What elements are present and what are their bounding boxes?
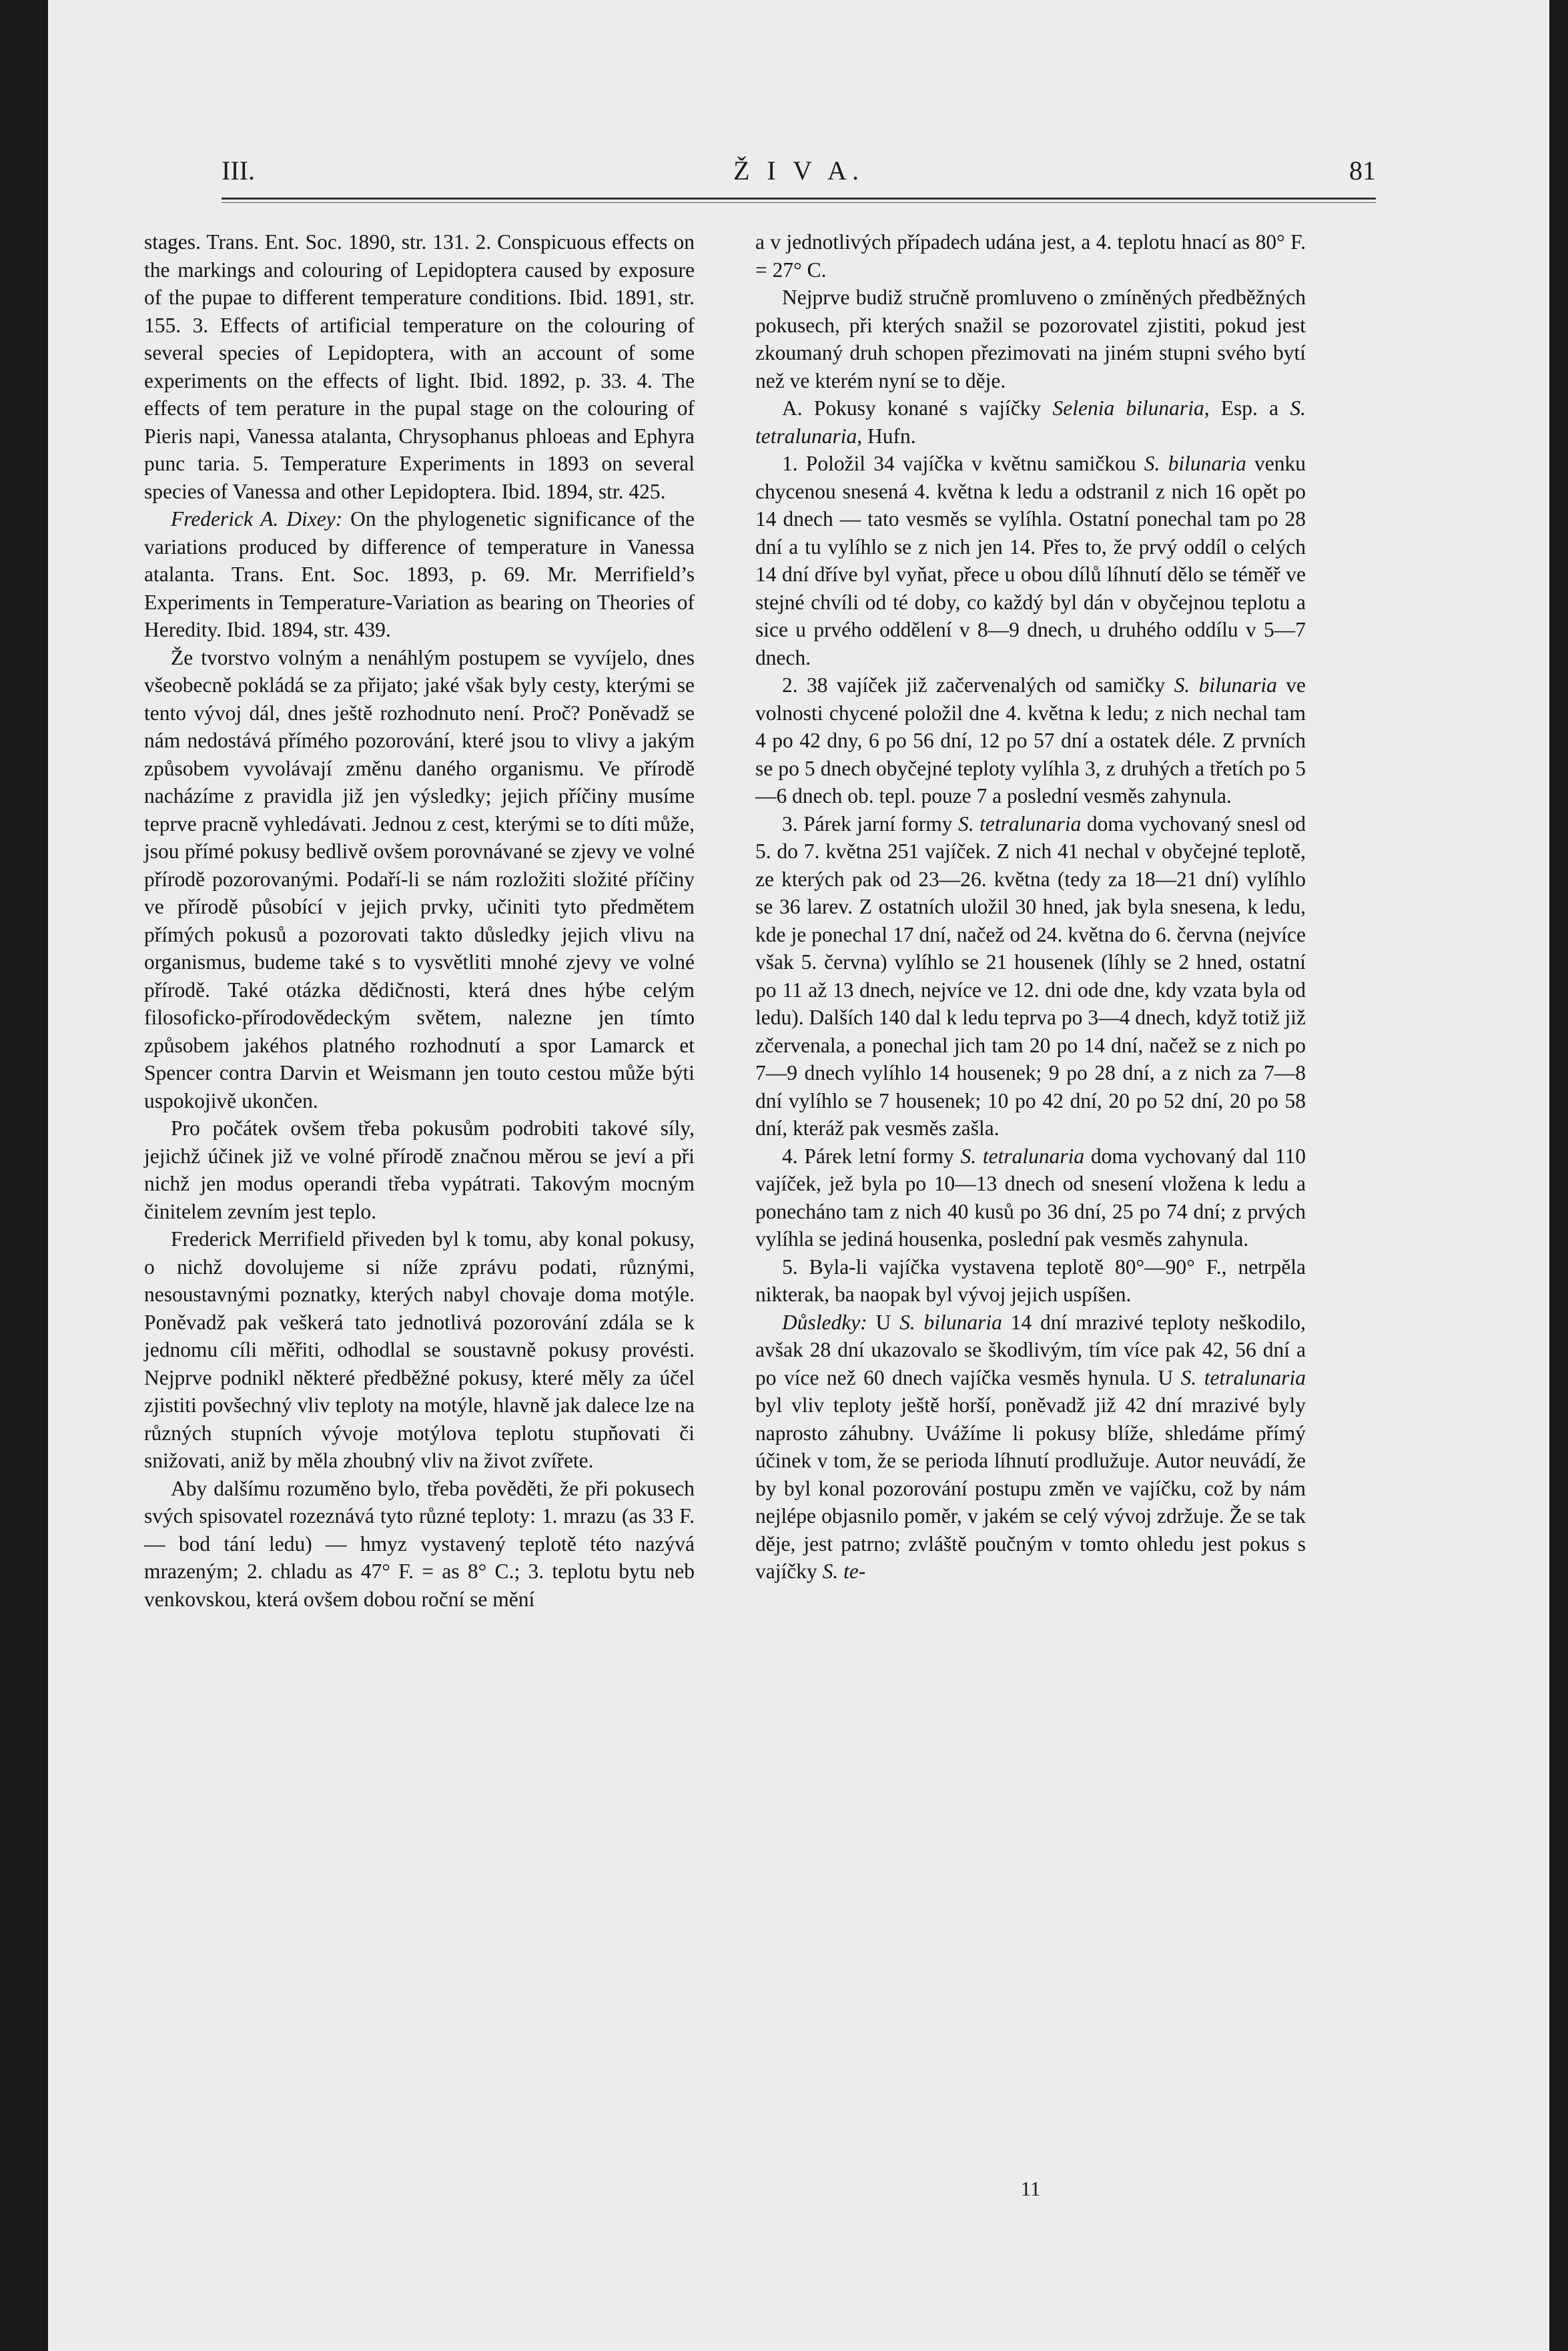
paragraph-text: a v jednotlivých případech udána jest, a 4. teplotu hnací as 80° F. = 27° C.: [755, 230, 1306, 282]
text-part: , Hufn.: [857, 424, 916, 448]
text-part: 2. 38 vajíček již začervenalých od samičky: [782, 673, 1174, 697]
paragraph-text: stages. Trans. Ent. Soc. 1890, str. 131. 2. Conspicuous effects on the markings and colouring of Lepidoptera caused by exposure of the pupae to different temperature conditions. Ibid. 1891, str. 155. 3. Effects of artificial temperature on the colouring of several species of Lepidoptera, with an account of some experiments on the effects of light. Ibid. 1892, p. 33. 4. The effects of tem perature in the pupal stage on the colouring of Pieris napi, Vanessa atalanta, Chrysophanus phloeas and Ephyra punc taria. 5. Temperature Experiments in 1893 on several species of Vanessa and other Lepidoptera. Ibid. 1894, str. 425.: [144, 230, 695, 503]
page-number: 81: [1349, 155, 1376, 186]
species-name: Selenia bilunaria: [1052, 396, 1204, 420]
paragraph: [755, 228, 1306, 284]
paragraph: [755, 810, 1306, 1142]
paragraph-text: Že tvorstvo volným a nenáhlým postupem se vyvíjelo, dnes všeobecně pokládá se za přijato; jaké však byly cesty, kterými se tento vývoj dál, dnes ještě rozhodnuto není. Proč? Poněvadž se nám nedostává přímého pozorování, které jsou to vlivy a jakým způsobem vyvolávají změnu daného organismu. Ve přírodě nacházíme z pravidla již jen výsledky; jejich příčiny musíme teprve pracně vyhledávati. Jednou z cest, kterými se to díti může, jsou přímé pokusy bedlivě ovšem porovnávané se zjevy ve volné přírodě pozorovanými. Podaří-li se nám rozložiti složité příčiny ve přírodě působící v jejich prvky, učiniti tyto předmětem přímých pokusů a pozorovati takto důsledky jejich vlivu na organismus, budeme také s to vysvětliti mnohé zjevy ve volné přírodě. Také otázka dědičnosti, která dnes hýbe celým filosoficko-přírodovědeckým světem, nalezne jen tímto způsobem jakéhos platného rozhodnutí a spor Lamarck et Spencer contra Darvin et Weismann jen touto cestou může býti uspokojivě ukončen.: [144, 645, 695, 1112]
species-name: S. bilunaria: [1144, 452, 1246, 475]
signature-mark: 11: [1020, 2177, 1041, 2200]
paragraph-text: On the phylogenetic significance of the variations produced by difference of temperature in Vanessa atalanta. Trans. Ent. Soc. 1893, p. 69. Mr. Merrifield’s Experiments in Temperature-Variation as bearing on Theories of Heredity. Ibid. 1894, str. 439.: [144, 507, 695, 641]
header-rule: [222, 198, 1376, 203]
species-name: S. tetralunaria: [1180, 1365, 1306, 1389]
text-part: 1. Položil 34 vajíčka v květnu samičkou: [782, 452, 1144, 475]
paragraph-text: doma vychovaný dal 110 vajíček, jež byla po 10—13 dnech od snesení vložena k ledu a ponecháno tam z nich 40 kusů po 36 dní, 25 po 74 dní; z prvých vylíhla se jediná housenka, poslední pak vesměs zahynula.: [755, 1144, 1306, 1251]
paragraph-text: Aby dalšímu rozuměno bylo, třeba pověděti, že při pokusech svých spisovatel rozeznává tyto různé teploty: 1. mrazu (as 33 F. — bod tání ledu) — hmyz vystavený teplotě této nazývá mrazeným; 2. chladu as 47° F. = as 8° C.; 3. teplotu bytu neb venkovskou, která ovšem dobou roční se mění: [144, 1476, 695, 1611]
page: [48, 0, 1549, 2351]
text-part: A. Pokusy konané s vajíčky: [782, 396, 1053, 420]
species-name: S. tetralunaria: [957, 811, 1082, 835]
paragraph: [755, 1253, 1306, 1309]
paragraph: [755, 394, 1306, 450]
left-column: [144, 228, 695, 1613]
paragraph: [144, 505, 695, 644]
paragraph: [755, 450, 1306, 671]
paragraph: [755, 1142, 1306, 1253]
paragraph-text: venku chycenou snesená 4. května k ledu a odstranil z nich 16 opět po 14 dnech — tato vesměs se vylíhla. Ostatní ponechal tam po 28 dní a tu vylíhlo se z nich jen 14. Přes to, že prvý oddíl o celých 14 dní dříve byl vyňat, přece u obou dílů líhnutí dělo se téměř ve stejné chvíli od té doby, co každý byl dán v obyčejnou teplotu a sice u prvého oddělení v 8—9 dnech, u druhého oddílu v 5—7 dnech.: [755, 452, 1306, 669]
paragraph-text: 5. Byla-li vajíčka vystavena teplotě 80°—90° F., netrpěla nikterak, ba naopak byl vývoj jejich uspíšen.: [755, 1255, 1306, 1306]
running-header: [222, 155, 1376, 195]
species-name: S. bilunaria: [1174, 673, 1277, 697]
paragraph: [144, 228, 695, 505]
paragraph-text: ve volnosti chycené položil dne 4. května k ledu; z nich nechal tam 4 po 42 dny, 6 po 56 dní, 12 po 57 dní a ostatek déle. Z prvních se po 5 dnech obyčejné teploty vylíhla 3, z druhých a třetích po 5—6 dnech ob. tepl. pouze 7 a poslední vesměs zahynula.: [755, 673, 1306, 807]
paragraph-text: Frederick Merrifield přiveden byl k tomu, aby konal pokusy, o nichž dovolujeme si níže zprávu podati, různými, nesoustavnými poznatky, kterých nabyl chovaje doma motýle. Poněvadž pak veškerá tato jednotlivá pozorování zdála se k jednomu cíli měřiti, odhodlal se soustavně pokusy provésti. Nejprve podnikl některé předběžné pokusy, které měly za účel zjistiti povšechný vliv teploty na motýle, hlavně jak dalece lze na různých stupních vývoje motýlova teplotu stupňovati či snižovati, aniž by měla zhoubný vliv na život zvířete.: [144, 1227, 695, 1472]
species-name: S. te-: [822, 1560, 866, 1583]
species-name: S. bilunaria: [899, 1310, 1002, 1334]
paragraph-text: doma vychovaný snesl od 5. do 7. května 251 vajíček. Z nich 41 nechal v obyčejné teplotě, ze kterých pak od 23—26. května (tedy za 18—21 dní) vylíhlo se 36 larev. Z ostatních uložil 30 hned, jak byla snesena, k ledu, kde je ponechal 17 dní, načež od 24. května do 6. června (nejvíce však 5. června) vylíhlo se 21 housenek (líhly se 2 hned, ostatní po 11 až 13 dnech, nejvíce ve 12. dni ode dne, kdy vzata byla od ledu). Dalších 140 dal k ledu teprva po 3—4 dnech, když totiž již zčervenala, a ponechal jich tam 20 po 14 dní, načež se z nich po 7—9 dnech vylíhlo 14 housenek; 9 po 28 dní, a z nich za 7—8 dní vylíhlo se 7 housenek; 10 po 42 dní, 20 po 52 dní, 20 po 58 dní, kteráž pak vesměs zašla.: [755, 811, 1306, 1140]
species-name: S. tetralunaria: [755, 396, 1306, 448]
volume-number: III.: [222, 155, 255, 186]
paragraph-text: Pro počátek ovšem třeba pokusům podrobiti takové síly, jejichž účinek již ve volné přírodě značnou měrou se jeví a při nichž jen modus operandi třeba vypátrati. Takovým mocným činitelem zevním jest teplo.: [144, 1116, 695, 1223]
paragraph-text: byl vliv teploty ještě horší, poněvadž již 42 dní mrazivé byly naprosto záhubny. Uvážíme li pokusy blíže, shledáme přímý účinek v tom, že se perioda líhnutí prodlužuje. Autor neuvádí, že by byl konal pozorování postupu změn ve vajíčku, což by nám nejlépe objasnilo poměr, v jakém se celý vývoj zdržuje. Že se tak děje, jest patrno; zvláště poučným v tomto ohledu jest pokus s vajíčky: [755, 1393, 1306, 1583]
journal-title: Ž I V A.: [733, 155, 864, 186]
text-part: 3. Párek jarní formy: [782, 811, 958, 835]
author-name: Frederick A. Dixey:: [171, 507, 343, 531]
text-part: U: [867, 1310, 900, 1334]
paragraph: [144, 1475, 695, 1614]
paragraph: [755, 671, 1306, 810]
text-part: 14 dní mrazivé teploty neškodilo, avšak 28 dní ukazovalo se škodlivým, tím více pak 42, 56 dní a po více než 60 dnech vajíčka vesměs hynula. U: [755, 1310, 1306, 1389]
paragraph: [144, 1225, 695, 1475]
text-part: 4. Párek letní formy: [782, 1144, 961, 1168]
paragraph: [755, 284, 1306, 394]
paragraph-text: Nejprve budiž stručně promluveno o zmíněných předběžných pokusech, při kterých snažil se pozorovatel zjistiti, pokud jest zkoumaný druh schopen přezimovati na jiném stupni svého bytí než ve kterém nyní se to děje.: [755, 286, 1306, 392]
text-part: , Esp. a: [1204, 396, 1290, 420]
paragraph: [144, 644, 695, 1115]
species-name: S. tetralunaria: [960, 1144, 1085, 1168]
right-column: [755, 228, 1306, 1586]
paragraph: [144, 1114, 695, 1225]
section-lead: Důsledky:: [782, 1310, 867, 1334]
paragraph: [755, 1309, 1306, 1586]
